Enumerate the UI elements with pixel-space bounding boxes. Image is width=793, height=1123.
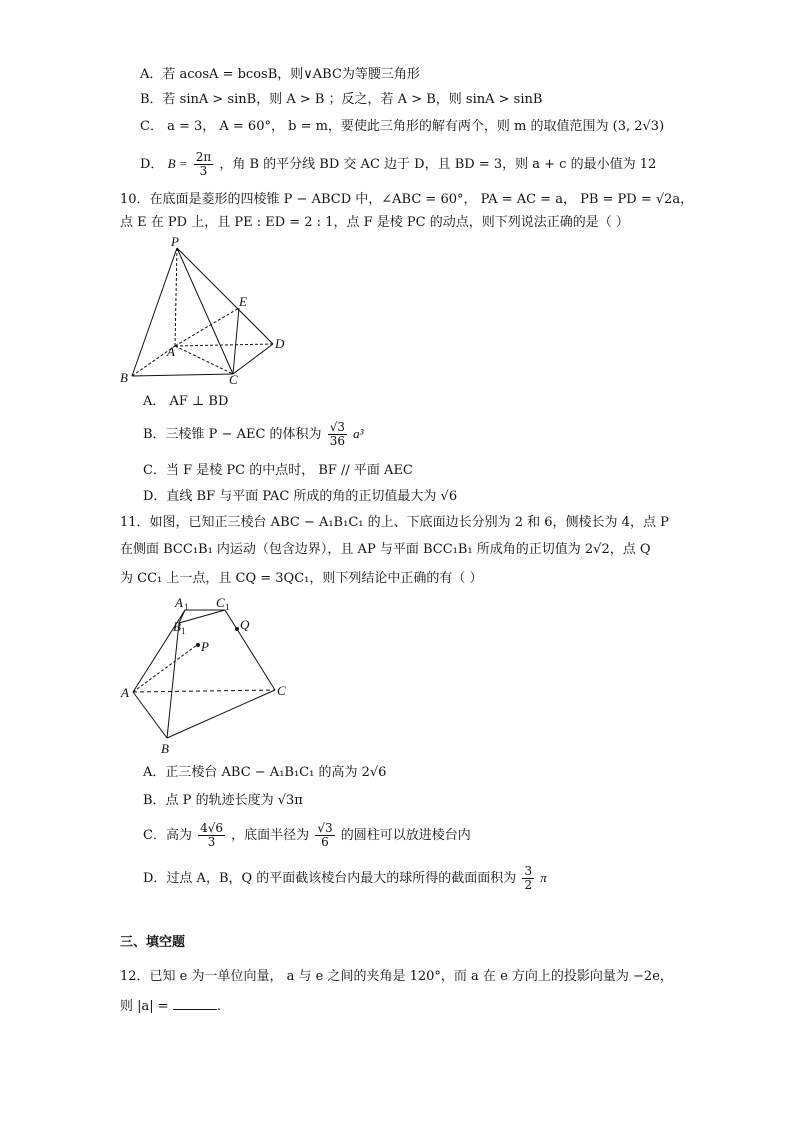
q9-option-d-lhs: B =: [167, 156, 188, 171]
q10-option-b-text: B．三棱锥 P − AEC 的体积为: [143, 427, 322, 442]
q10-label-a: A: [167, 344, 175, 359]
q11-stem-line1: 11．如图，已知正三棱台 ABC − A₁B₁C₁ 的上、下底面边长分别为 2 和 6，侧棱长为 4，点 P: [120, 515, 669, 530]
q11-label-a: A: [121, 685, 129, 700]
q10-option-b-tail: a³: [353, 426, 364, 441]
q11-option-d-fraction: $\frac{3}{2}$: [524, 864, 533, 892]
q10-stem-line2: 点 E 在 PD 上，且 PE : ED = 2 : 1，点 F 是棱 PC 的动点，则下列说法正确的是（ ）: [120, 215, 629, 230]
q9-option-d-label: D．: [140, 157, 164, 172]
q10-label-b: B: [120, 370, 128, 385]
q12-period: .: [216, 999, 221, 1014]
section-title-fill-in: 三、填空题: [120, 935, 186, 950]
q11-option-d-text: D．过点 A，B，Q 的平面截该棱台内最大的球所得的截面面积为: [143, 871, 517, 886]
q11-option-c-tail: 的圆柱可以放进棱台内: [340, 828, 471, 843]
q11-label-q: Q: [240, 617, 250, 632]
q11-option-d-tail: π: [540, 870, 547, 885]
q11-option-c-height-fraction: $\frac{4√6}{3}$: [200, 821, 224, 849]
q10-stem-line1: 10．在底面是菱形的四棱锥 P − ABCD 中，∠ABC = 60°， PA = AC = a， PB = PD = √2a，: [120, 192, 694, 207]
q10-label-c: C: [229, 372, 238, 386]
q10-label-d: D: [275, 336, 285, 351]
q11-option-b: B．点 P 的轨迹长度为 √3π: [143, 793, 303, 808]
q12-stem-line2-text: 则 |a| =: [120, 999, 169, 1014]
q11-option-d: [143, 864, 547, 893]
q9-option-c: C． a = 3， A = 60°， b = m，要使此三角形的解有两个，则 m 的取值范围为 (3, 2√3): [140, 119, 665, 134]
q10-pyramid-figure: [115, 236, 295, 386]
q10-label-e: E: [239, 294, 247, 309]
q12-answer-blank[interactable]: [173, 997, 217, 1010]
q11-label-p: P: [201, 639, 209, 654]
q11-option-c-text: C．高为: [143, 828, 192, 843]
q10-option-a: A． AF ⊥ BD: [143, 394, 229, 409]
q10-option-b: [143, 420, 364, 449]
q11-stem-line2: 在侧面 BCC₁B₁ 内运动（包含边界），且 AP 与平面 BCC₁B₁ 所成角的正切值为 2√2，点 Q: [120, 542, 651, 557]
q10-option-d: D．直线 BF 与平面 PAC 所成的角的正切值最大为 √6: [143, 489, 458, 504]
q10-label-p: P: [171, 236, 179, 249]
q12-stem-line1: 12．已知 e 为一单位向量， a 与 e 之间的夹角是 120°，而 a 在 e 方向上的投影向量为 −2e，: [120, 969, 673, 984]
q9-option-a: A．若 acosA = bcosB，则∨ABC为等腰三角形: [140, 67, 420, 82]
q10-option-b-fraction: $\frac{√3}{36}$: [329, 420, 345, 448]
svg-text:1: 1: [181, 626, 186, 636]
q11-option-c-radius-fraction: $\frac{√3}{6}$: [317, 821, 333, 849]
q11-label-a1: A: [175, 595, 183, 610]
q11-frustum-figure: [115, 593, 300, 758]
q9-option-b: B．若 sinA > sinB，则 A > B ；反之，若 A > B，则 sinA > sinB: [140, 92, 543, 107]
q11-label-c1: C: [216, 595, 225, 610]
q11-label-c: C: [277, 683, 286, 698]
svg-text:1: 1: [184, 602, 189, 612]
q11-label-b1: B: [173, 619, 181, 634]
q10-option-c: C．当 F 是棱 PC 的中点时， BF // 平面 AEC: [143, 463, 413, 478]
q9-option-d: [140, 150, 656, 179]
q9-option-d-fraction: $\frac{2\pi}{3}$: [195, 150, 212, 178]
q11-stem-line3: 为 CC₁ 上一点，且 CQ = 3QC₁，则下列结论中正确的有（ ）: [120, 571, 483, 586]
q12-stem-line2: [120, 997, 221, 1016]
svg-text:1: 1: [225, 602, 230, 612]
q11-option-c-mid: ，底面半径为: [231, 828, 310, 843]
q11-label-b: B: [161, 741, 169, 756]
q9-option-d-text: ，角 B 的平分线 BD 交 AC 边于 D，且 BD = 3，则 a + c 的最小值为 12: [219, 157, 657, 172]
q11-option-a: A．正三棱台 ABC − A₁B₁C₁ 的高为 2√6: [143, 765, 387, 780]
q11-option-c: [143, 822, 471, 850]
